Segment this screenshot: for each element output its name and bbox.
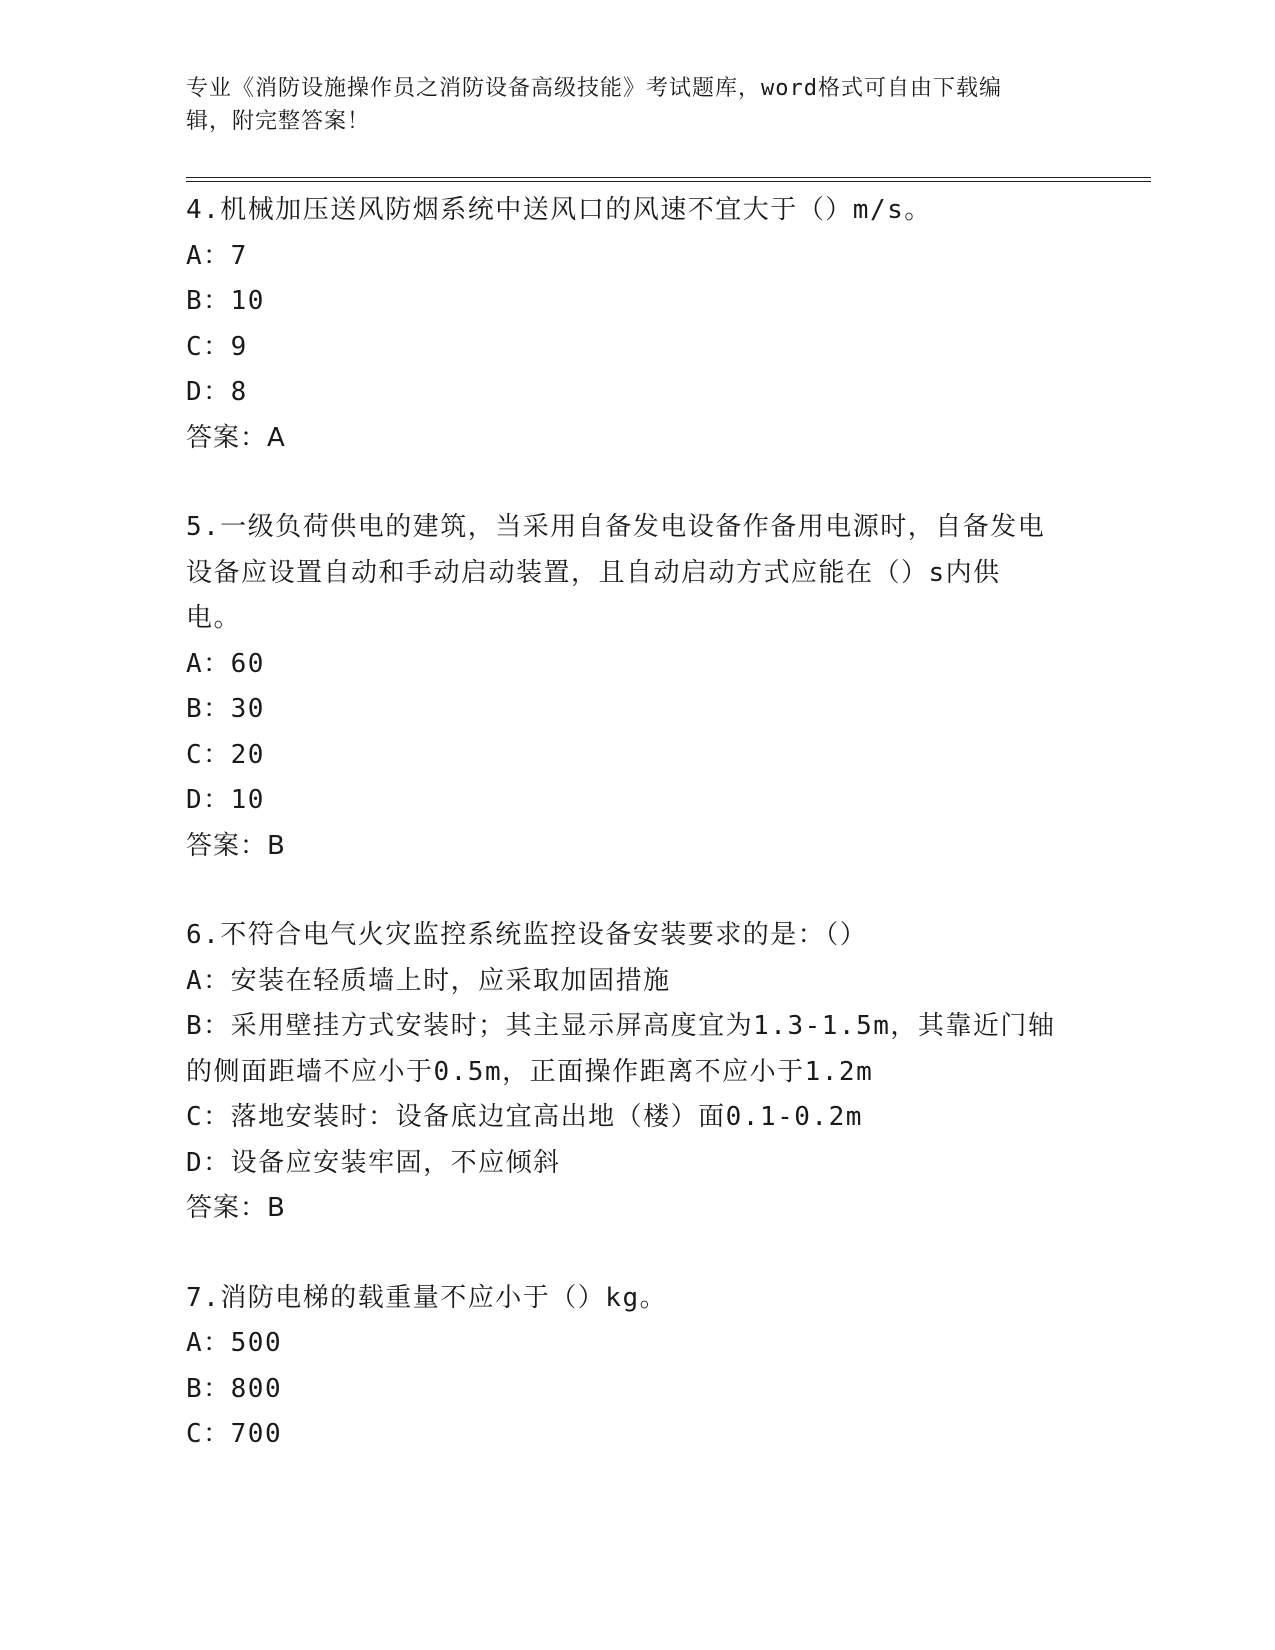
option-a: A：60 <box>186 648 265 679</box>
question-list <box>186 188 1086 1502</box>
question-7 <box>186 1276 1086 1458</box>
option-c: C：20 <box>186 739 265 770</box>
question-stem: 7.消防电梯的载重量不应小于（）kg。 <box>186 1282 668 1313</box>
option-c: C：9 <box>186 331 248 362</box>
answer-label: 答案：B <box>186 830 286 861</box>
option-b: B：800 <box>186 1373 283 1404</box>
answer-label: 答案：B <box>186 1193 286 1223</box>
question-stem: 5.一级负荷供电的建筑，当采用自备发电设备作备用电源时，自备发电设备应设置自动和手动启动装置，且自动启动方式应能在（）s内供电。 <box>186 512 1046 633</box>
option-d: D：8 <box>186 377 248 407</box>
option-c: C：700 <box>186 1419 283 1449</box>
answer-label: 答案：A <box>186 422 286 453</box>
option-a: A：安装在轻质墙上时，应采取加固措施 <box>186 965 671 996</box>
question-stem: 4.机械加压送风防烟系统中送风口的风速不宜大于（）m/s。 <box>186 195 932 225</box>
question-6 <box>186 913 1086 1232</box>
option-b: B：10 <box>186 286 265 316</box>
option-a: A：500 <box>186 1328 283 1358</box>
option-d: D：10 <box>186 785 265 815</box>
question-5 <box>186 505 1086 869</box>
option-a: A：7 <box>186 240 248 271</box>
option-d: D：设备应安装牢固，不应倾斜 <box>186 1147 561 1178</box>
header-line-2: 辑，附完整答案！ <box>186 109 371 134</box>
option-b: B：采用壁挂方式安装时；其主显示屏高度宜为1.3-1.5m，其靠近门轴的侧面距墙不应小于0.5m，正面操作距离不应小于1.2m <box>186 1011 1056 1087</box>
option-c: C：落地安装时：设备底边宜高出地（楼）面0.1-0.2m <box>186 1102 863 1132</box>
question-stem: 6.不符合电气火灾监控系统监控设备安装要求的是：（） <box>186 920 868 950</box>
header-line-1: 专业《消防设施操作员之消防设备高级技能》考试题库，word格式可自由下载编 <box>186 76 1002 101</box>
double-rule-divider <box>186 177 1151 182</box>
document-header <box>186 72 1066 138</box>
option-b: B：30 <box>186 694 265 724</box>
question-4 <box>186 188 1086 461</box>
